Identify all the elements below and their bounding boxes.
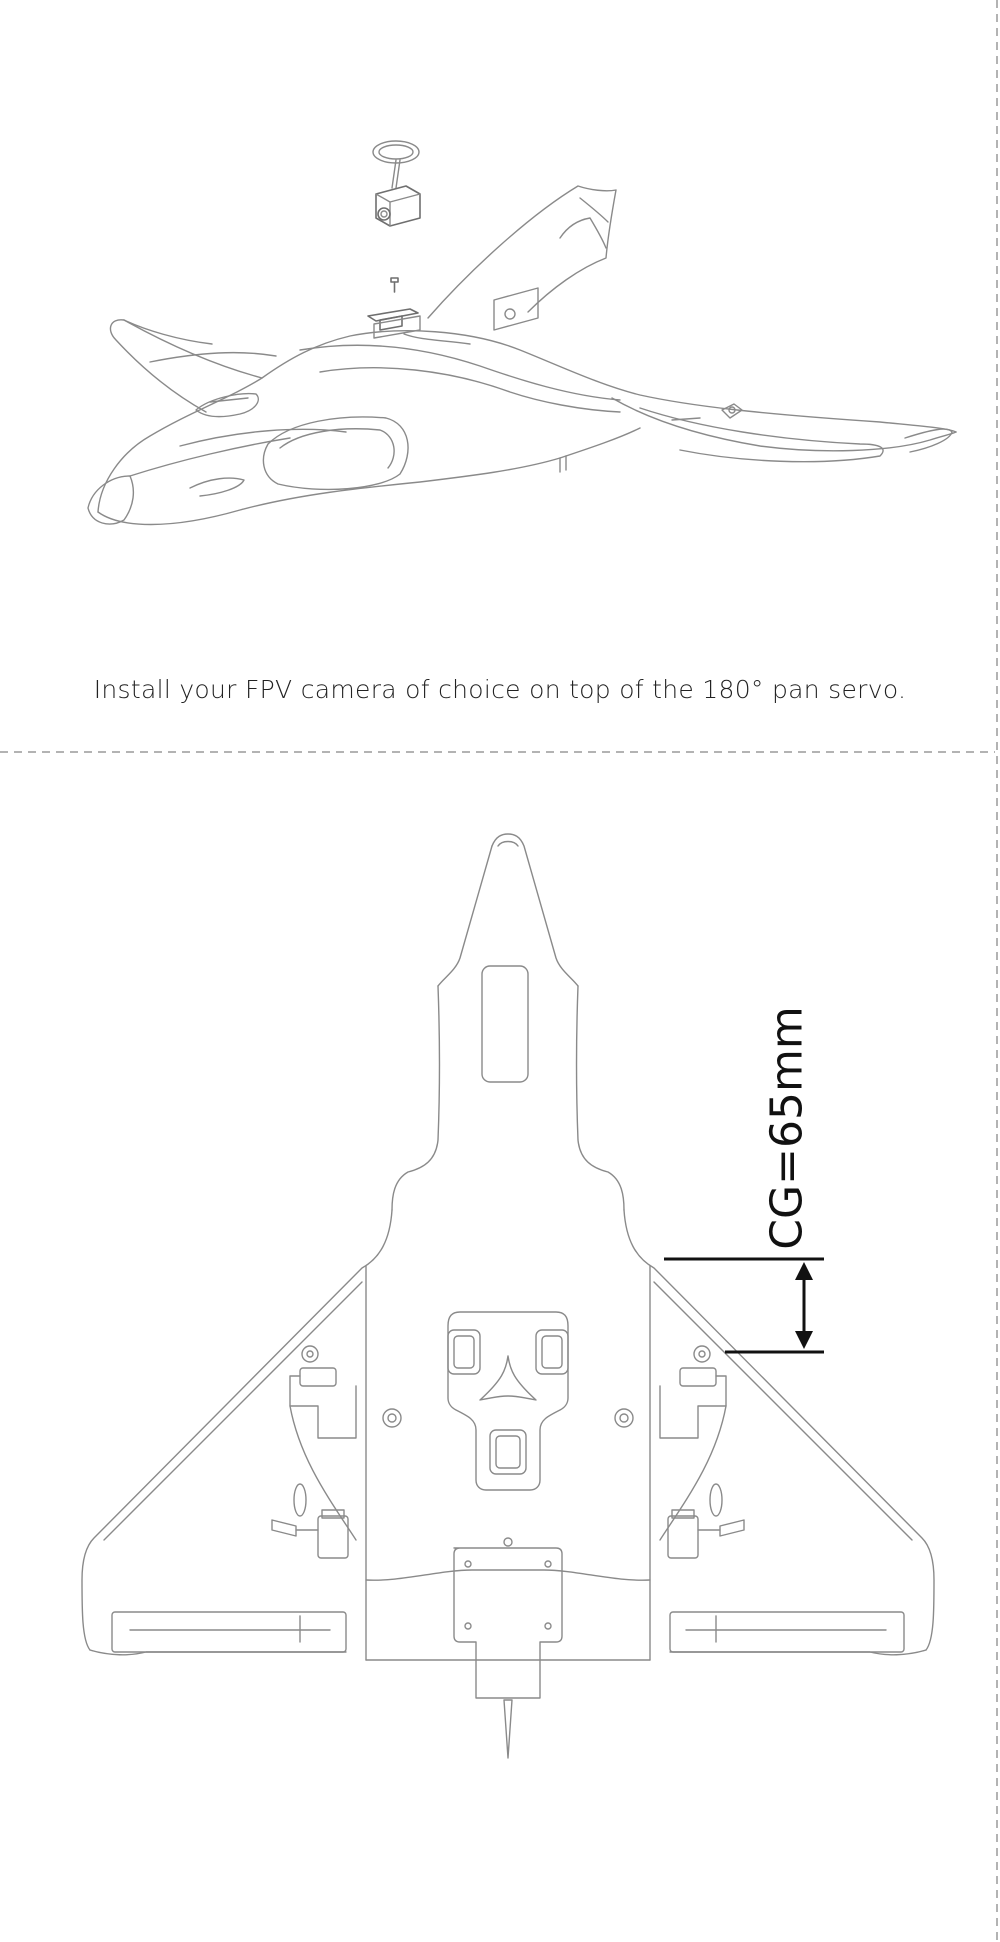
instruction-caption: Install your FPV camera of choice on top of the 180° pan servo. [93,675,907,704]
cg-arrow-up [795,1262,813,1280]
fpv-camera-with-antenna [373,141,420,226]
cg-arrow-down [795,1331,813,1349]
cg-dimension [664,1259,824,1352]
mounting-screw [391,278,398,292]
cg-label: CG=65mm [761,1006,813,1250]
pan-servo-mount [368,309,420,338]
flying-wing-top-view [82,834,934,1758]
flying-wing-perspective [88,186,956,525]
cg-label-container [757,1008,817,1248]
